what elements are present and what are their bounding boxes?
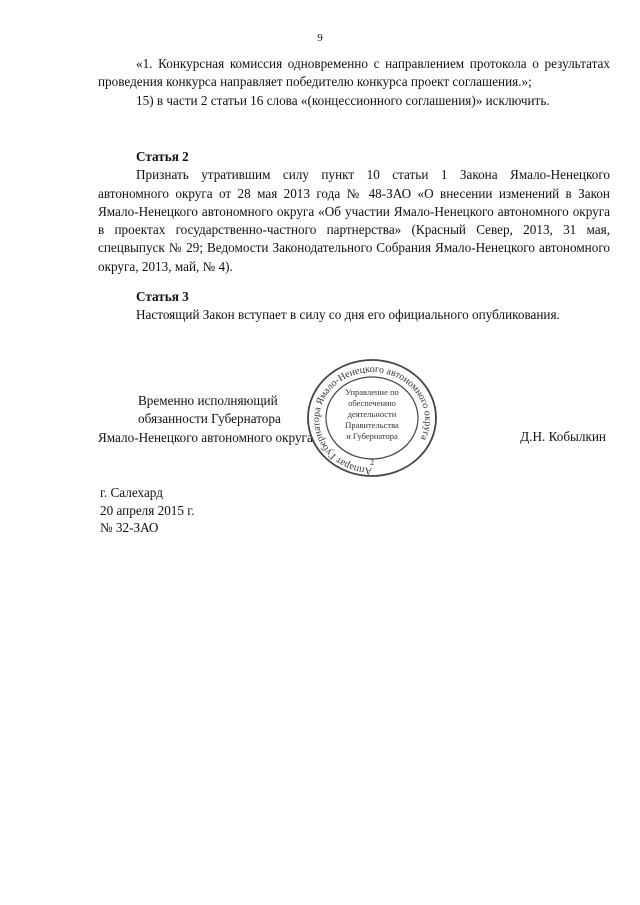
seal-number: 2 (370, 458, 374, 467)
article-2 (98, 148, 610, 276)
seal-center-line1: Управление по (345, 387, 399, 397)
signatory-title-line2: обязанности Губернатора (138, 411, 281, 426)
seal-outer-text: Аппарат Губернатора Ямало-Ненецкого автономного округа (311, 363, 434, 477)
article-3-text: Настоящий Закон вступает в силу со дня его официального опубликования. (136, 307, 560, 323)
amendment-continuation (98, 55, 610, 110)
law-number: № 32-ЗАО (100, 520, 159, 535)
seal-center-line2: обеспечению (348, 398, 396, 408)
item-15: 15) в части 2 статьи 16 слова «(концессионного соглашения)» исключить. (136, 92, 550, 108)
place-date-block (100, 484, 195, 537)
article-3-heading: Статья 3 (136, 289, 189, 304)
city: г. Салехард (100, 485, 163, 500)
seal-center-line5: и Губернатора (346, 431, 398, 441)
official-seal (302, 355, 442, 481)
quoted-paragraph: «1. Конкурсная комиссия одновременно с направлением протокола о результатах проведения конкурса направляет победителю конкурса проект соглашения.»; (98, 56, 610, 90)
article-2-text: Признать утратившим силу пункт 10 статьи 1 Закона Ямало-Ненецкого автономного округа от 28 мая 2013 года № 48-ЗАО «О внесении изменений в Закон Ямало-Ненецкого автономного округа «Об участии Ямало-Ненецкого автономного округа в проектах государственно-частного партнерства» (Красный Север, 2013, 31 мая, спецвыпуск № 29; Ведомости Законодательного Собрания Ямало-Ненецкого автономного округа, 2013, май, № 4). (98, 167, 610, 274)
page-number: 9 (317, 32, 323, 44)
date: 20 апреля 2015 г. (100, 502, 195, 518)
signatory-title-line1: Временно исполняющий (138, 393, 278, 408)
seal-center-line3: деятельности (347, 409, 397, 419)
signatory-title-line3: Ямало-Ненецкого автономного округа (98, 430, 313, 445)
signatory-name: Д.Н. Кобылкин (520, 429, 606, 444)
article-2-heading: Статья 2 (136, 149, 189, 164)
seal-center-line4: Правительства (345, 420, 399, 430)
article-3 (98, 288, 610, 325)
